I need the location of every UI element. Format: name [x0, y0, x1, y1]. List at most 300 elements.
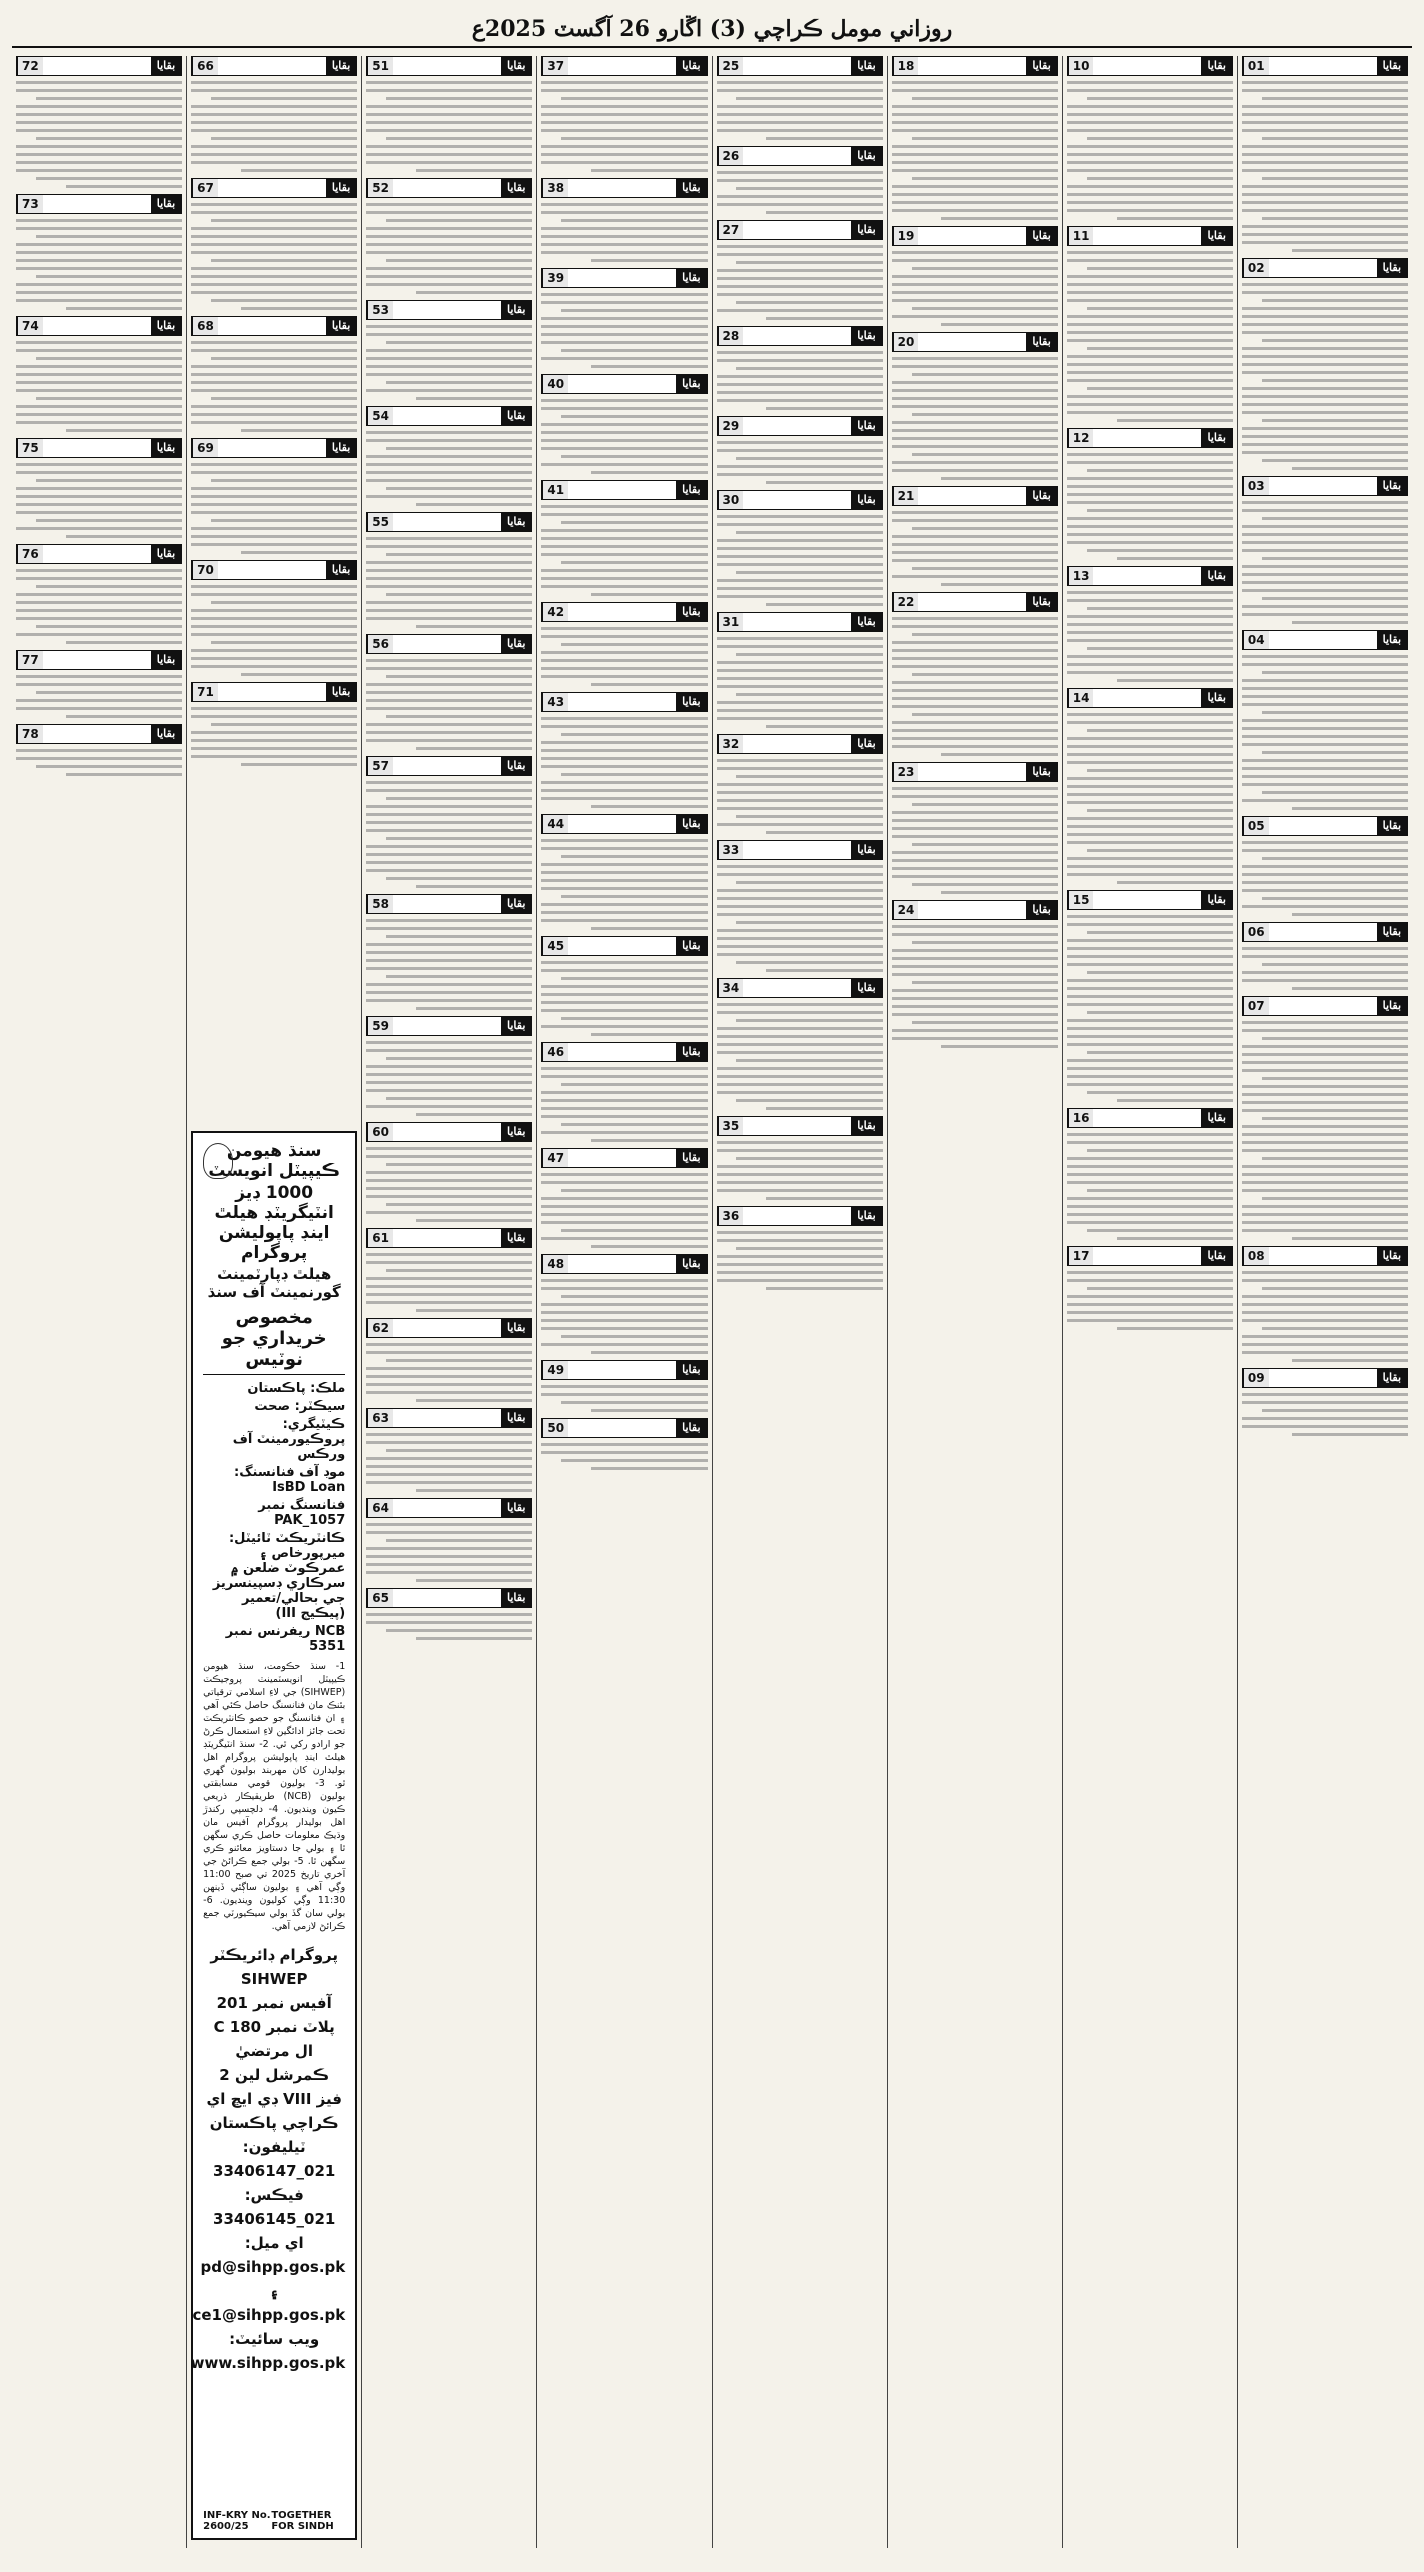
text-line — [561, 1017, 707, 1020]
text-line — [191, 739, 357, 742]
text-line — [1242, 315, 1408, 318]
text-line — [1242, 1279, 1408, 1282]
text-line — [1067, 753, 1233, 756]
text-line — [366, 373, 532, 376]
text-line — [892, 925, 1058, 928]
text-line — [191, 105, 357, 108]
continuation-item — [1242, 630, 1408, 810]
text-line — [892, 161, 1058, 164]
text-line — [366, 805, 532, 808]
text-line — [366, 1253, 532, 1256]
text-line — [366, 1301, 532, 1304]
item-header — [16, 438, 182, 458]
text-line — [386, 837, 532, 840]
text-line — [16, 153, 182, 156]
continuation-item — [717, 612, 883, 728]
text-line — [191, 463, 357, 466]
text-line — [386, 1163, 532, 1166]
continued-tag: بقايا — [326, 317, 356, 335]
text-line — [191, 373, 357, 376]
text-line — [736, 1019, 882, 1022]
text-line — [541, 1303, 707, 1306]
text-line — [541, 341, 707, 344]
text-line — [892, 519, 1058, 522]
text-line — [386, 1097, 532, 1100]
text-line — [1117, 679, 1233, 682]
continued-tag: بقايا — [851, 841, 881, 859]
text-line — [1292, 913, 1408, 916]
continued-tag: بقايا — [1377, 631, 1407, 649]
item-text — [541, 1279, 707, 1354]
text-line — [561, 1123, 707, 1126]
text-line — [1067, 801, 1233, 804]
item-header — [892, 592, 1058, 612]
item-header — [191, 178, 357, 198]
text-line — [591, 259, 707, 262]
text-line — [366, 1465, 532, 1468]
text-line — [1242, 1141, 1408, 1144]
text-line — [561, 349, 707, 352]
text-line — [1067, 145, 1233, 148]
text-line — [1087, 1149, 1233, 1152]
text-line — [541, 725, 707, 728]
continued-tag: بقايا — [501, 1017, 531, 1035]
text-line — [541, 1221, 707, 1224]
text-line — [386, 715, 532, 718]
text-line — [36, 137, 182, 140]
item-header — [366, 178, 532, 198]
notice-body: 1- سنڌ حڪومت، سنڌ هيومن ڪيپيٽل انويسٽمينٽ پروجيڪٽ (SIHWEP) جي لاءِ اسلامي ترقياتي بئنڪ مان فنانسنگ حاصل ڪئي آهي ۽ ان فنانسنگ جو حصو ڪانٽريڪٽ تحت جائز ادائگين لاءِ استعمال ڪرڻ جو ارادو رکي ٿي. 2- سنڌ انٽيگريٽڊ هيلٿ اينڊ پاپوليشن پروگرام اهل بوليدارن کان مهربند بوليون گهري ٿو. 3- بوليون قومي مسابقتي بوليون (NCB) طريقيڪار ذريعي ڪيون وينديون. 4- دلچسپي رکندڙ اهل بوليدار پروگرام آفيس مان وڌيڪ معلومات حاصل ڪري سگهن ٿا ۽ بولي جا دستاويز معائنو ڪري سگهن ٿا. 5- بولي جمع ڪرائڻ جي آخري تاريخ 2025 تي صبح 11:00 وڳي آهي ۽ بوليون ساڳئي ڏينهن 11:30 وڳي کوليون وينديون. 6- بولي سان گڏ بولي سيڪيورٽي جمع ڪرائڻ لازمي آهي. — [203, 1661, 346, 1932]
text-line — [561, 643, 707, 646]
text-line — [366, 357, 532, 360]
item-header — [541, 56, 707, 76]
text-line — [912, 373, 1058, 376]
item-header — [1242, 816, 1408, 836]
text-line — [1067, 1141, 1233, 1144]
text-line — [717, 253, 883, 256]
item-number: 35 — [718, 1117, 744, 1135]
continuation-item — [366, 634, 532, 750]
item-number: 04 — [1243, 631, 1269, 649]
text-line — [16, 219, 182, 222]
continuation-item — [1067, 1108, 1233, 1240]
text-line — [717, 701, 883, 704]
text-line — [1067, 403, 1233, 406]
text-line — [892, 397, 1058, 400]
text-line — [1067, 979, 1233, 982]
text-line — [1242, 1351, 1408, 1354]
text-line — [1262, 419, 1408, 422]
contact-line: ال مرتضيٰ ڪمرشل لين 2 — [219, 2042, 330, 2084]
text-line — [541, 1237, 707, 1240]
text-line — [1242, 1221, 1408, 1224]
continuation-item — [892, 762, 1058, 894]
text-line — [1067, 1059, 1233, 1062]
text-line — [1242, 1343, 1408, 1346]
continuation-item — [1067, 688, 1233, 884]
text-line — [16, 413, 182, 416]
text-line — [1067, 339, 1233, 342]
text-line — [366, 1073, 532, 1076]
text-line — [541, 961, 707, 964]
text-line — [1242, 1189, 1408, 1192]
continuation-item — [717, 1116, 883, 1200]
text-line — [541, 1393, 707, 1396]
text-line — [541, 1287, 707, 1290]
text-line — [36, 97, 182, 100]
continued-tag: بقايا — [501, 1319, 531, 1337]
text-line — [717, 1173, 883, 1176]
text-line — [892, 697, 1058, 700]
text-line — [736, 261, 882, 264]
item-text — [1242, 1393, 1408, 1436]
text-line — [736, 1157, 882, 1160]
text-line — [1292, 807, 1408, 810]
text-line — [366, 463, 532, 466]
text-line — [191, 747, 357, 750]
text-line — [191, 161, 357, 164]
item-text — [16, 463, 182, 538]
item-number: 14 — [1068, 689, 1094, 707]
text-line — [892, 705, 1058, 708]
text-line — [717, 245, 883, 248]
text-line — [717, 1011, 883, 1014]
continued-tag: بقايا — [676, 375, 706, 393]
text-line — [1087, 1091, 1233, 1094]
text-line — [717, 677, 883, 680]
text-line — [541, 439, 707, 442]
continued-tag: بقايا — [1377, 57, 1407, 75]
item-number: 78 — [17, 725, 43, 743]
procurement-notice — [191, 1131, 357, 2540]
text-line — [892, 933, 1058, 936]
text-line — [1067, 283, 1233, 286]
text-line — [16, 757, 182, 760]
text-line — [1067, 209, 1233, 212]
continuation-item — [366, 756, 532, 888]
text-line — [892, 551, 1058, 554]
text-line — [717, 807, 883, 810]
continuation-item — [541, 1418, 707, 1470]
continued-tag: بقايا — [676, 1043, 706, 1061]
text-line — [1262, 217, 1408, 220]
text-line — [717, 1141, 883, 1144]
text-line — [386, 675, 532, 678]
text-line — [717, 1165, 883, 1168]
text-line — [1242, 233, 1408, 236]
text-line — [366, 617, 532, 620]
text-line — [1067, 517, 1233, 520]
continued-tag: بقايا — [851, 417, 881, 435]
text-line — [366, 1555, 532, 1558]
text-line — [561, 855, 707, 858]
text-line — [1262, 137, 1408, 140]
continued-tag: بقايا — [676, 269, 706, 287]
text-line — [1067, 1043, 1233, 1046]
text-line — [892, 201, 1058, 204]
text-line — [16, 243, 182, 246]
text-line — [1242, 169, 1408, 172]
item-number: 52 — [367, 179, 393, 197]
item-text — [717, 81, 883, 140]
text-line — [366, 1105, 532, 1108]
text-line — [1067, 275, 1233, 278]
text-line — [717, 945, 883, 948]
text-line — [1067, 251, 1233, 254]
text-line — [717, 953, 883, 956]
text-line — [1087, 509, 1233, 512]
continuation-item — [191, 56, 357, 172]
continuation-item — [717, 978, 883, 1110]
text-line — [892, 721, 1058, 724]
text-line — [561, 415, 707, 418]
text-line — [386, 1057, 532, 1060]
text-line — [1242, 549, 1408, 552]
text-line — [1242, 451, 1408, 454]
text-line — [736, 1247, 882, 1250]
continuation-item — [16, 724, 182, 776]
text-line — [1262, 857, 1408, 860]
text-line — [541, 1173, 707, 1176]
continued-tag: بقايا — [851, 491, 881, 509]
text-line — [1262, 597, 1408, 600]
text-line — [892, 121, 1058, 124]
text-line — [717, 1083, 883, 1086]
text-line — [1067, 745, 1233, 748]
text-line — [16, 487, 182, 490]
continuation-item — [717, 326, 883, 410]
text-line — [386, 487, 532, 490]
text-line — [366, 1049, 532, 1052]
item-header — [1067, 688, 1233, 708]
text-line — [366, 455, 532, 458]
text-line — [717, 293, 883, 296]
continued-tag: بقايا — [676, 937, 706, 955]
continued-tag: بقايا — [851, 735, 881, 753]
text-line — [386, 381, 532, 384]
text-line — [16, 609, 182, 612]
text-line — [366, 1531, 532, 1534]
text-line — [366, 325, 532, 328]
item-text — [541, 203, 707, 262]
text-line — [541, 203, 707, 206]
text-line — [366, 333, 532, 336]
continuation-item — [191, 682, 357, 766]
text-line — [717, 195, 883, 198]
item-number: 27 — [718, 221, 744, 239]
item-number: 23 — [893, 763, 919, 781]
text-line — [717, 359, 883, 362]
text-line — [1067, 793, 1233, 796]
item-header — [1067, 1108, 1233, 1128]
continuation-item — [16, 316, 182, 432]
text-line — [717, 1271, 883, 1274]
continuation-item — [541, 1148, 707, 1248]
text-line — [717, 309, 883, 312]
text-line — [1242, 81, 1408, 84]
notice-org-line2: 1000 ڊيز انٽيگريٽڊ هيلٿ اينڊ پاپوليشن پروگرام — [214, 1183, 334, 1263]
text-line — [16, 349, 182, 352]
item-header — [366, 1318, 532, 1338]
continuation-item — [16, 56, 182, 188]
text-line — [1262, 517, 1408, 520]
text-line — [717, 709, 883, 712]
text-line — [1242, 411, 1408, 414]
text-line — [892, 851, 1058, 854]
text-line — [717, 351, 883, 354]
text-line — [717, 547, 883, 550]
text-line — [1067, 411, 1233, 414]
text-line — [892, 973, 1058, 976]
text-line — [1242, 1061, 1408, 1064]
item-header — [717, 840, 883, 860]
text-line — [1242, 1133, 1408, 1136]
text-line — [366, 1179, 532, 1182]
text-line — [366, 1041, 532, 1044]
text-line — [892, 381, 1058, 384]
text-line — [1087, 97, 1233, 100]
continued-tag: بقايا — [851, 57, 881, 75]
text-line — [717, 929, 883, 932]
item-number: 32 — [718, 735, 744, 753]
item-header — [541, 1360, 707, 1380]
text-line — [892, 275, 1058, 278]
text-line — [16, 341, 182, 344]
text-line — [561, 1459, 707, 1462]
text-line — [416, 1309, 532, 1312]
item-number: 77 — [17, 651, 43, 669]
text-line — [541, 985, 707, 988]
item-text — [541, 627, 707, 686]
text-line — [541, 651, 707, 654]
text-line — [366, 1351, 532, 1354]
text-line — [1242, 695, 1408, 698]
text-line — [1262, 379, 1408, 382]
text-line — [366, 991, 532, 994]
text-line — [541, 577, 707, 580]
text-line — [366, 959, 532, 962]
continuation-item — [1067, 56, 1233, 220]
text-line — [366, 1195, 532, 1198]
text-line — [1242, 971, 1408, 974]
item-header — [1242, 1368, 1408, 1388]
text-line — [191, 89, 357, 92]
item-header — [1242, 922, 1408, 942]
item-number: 70 — [192, 561, 218, 579]
item-text — [1067, 591, 1233, 682]
text-line — [191, 389, 357, 392]
text-line — [717, 767, 883, 770]
text-line — [717, 1263, 883, 1266]
continuation-item — [366, 1122, 532, 1222]
text-line — [1292, 249, 1408, 252]
text-line — [717, 669, 883, 672]
text-line — [717, 391, 883, 394]
text-line — [1242, 1021, 1408, 1024]
text-line — [191, 633, 357, 636]
text-line — [717, 759, 883, 762]
text-line — [717, 595, 883, 598]
text-line — [191, 527, 357, 530]
text-line — [1067, 671, 1233, 674]
text-line — [941, 583, 1057, 586]
contact-line: فيز VIII ڊي ايڇ اي ڪراچي پاڪستان — [206, 2090, 342, 2132]
text-line — [191, 625, 357, 628]
item-header — [1067, 890, 1233, 910]
text-line — [717, 1075, 883, 1078]
item-text — [541, 81, 707, 172]
text-line — [591, 1351, 707, 1354]
text-line — [717, 1027, 883, 1030]
text-line — [736, 1059, 882, 1062]
text-line — [36, 765, 182, 768]
continuation-item — [366, 1498, 532, 1582]
text-line — [191, 617, 357, 620]
text-line — [912, 883, 1058, 886]
text-line — [366, 227, 532, 230]
item-header — [717, 1206, 883, 1226]
continuation-item — [892, 900, 1058, 1048]
text-line — [1242, 679, 1408, 682]
item-text — [1242, 1271, 1408, 1362]
item-number: 68 — [192, 317, 218, 335]
text-line — [16, 227, 182, 230]
text-line — [892, 1029, 1058, 1032]
item-header — [366, 300, 532, 320]
item-text — [892, 81, 1058, 220]
text-line — [892, 641, 1058, 644]
item-number: 71 — [192, 683, 218, 701]
text-line — [1292, 1237, 1408, 1240]
text-line — [16, 121, 182, 124]
text-line — [1242, 435, 1408, 438]
item-text — [892, 357, 1058, 480]
continued-tag: بقايا — [151, 439, 181, 457]
text-line — [366, 707, 532, 710]
text-line — [892, 795, 1058, 798]
notice-org-line3: هيلٿ ڊپارٽمينٽ گورنمينٽ آف سنڌ — [207, 1265, 341, 1301]
continued-tag: بقايا — [326, 561, 356, 579]
text-line — [541, 553, 707, 556]
text-line — [766, 137, 882, 140]
text-line — [16, 593, 182, 596]
text-line — [1242, 501, 1408, 504]
text-line — [366, 1523, 532, 1526]
continuation-item — [541, 1360, 707, 1412]
text-line — [416, 1489, 532, 1492]
text-line — [892, 997, 1058, 1000]
text-line — [1117, 419, 1233, 422]
item-header — [717, 326, 883, 346]
text-line — [1067, 777, 1233, 780]
continued-tag: بقايا — [1026, 901, 1056, 919]
text-line — [1242, 1101, 1408, 1104]
text-line — [541, 1075, 707, 1078]
continuation-item — [1067, 890, 1233, 1102]
text-line — [912, 137, 1058, 140]
text-line — [366, 275, 532, 278]
item-header — [541, 178, 707, 198]
item-text — [366, 1613, 532, 1640]
text-line — [366, 1571, 532, 1574]
text-line — [1087, 307, 1233, 310]
text-line — [541, 235, 707, 238]
continued-tag: بقايا — [851, 327, 881, 345]
text-line — [16, 145, 182, 148]
text-line — [1067, 185, 1233, 188]
continued-tag: بقايا — [851, 1117, 881, 1135]
text-line — [717, 523, 883, 526]
